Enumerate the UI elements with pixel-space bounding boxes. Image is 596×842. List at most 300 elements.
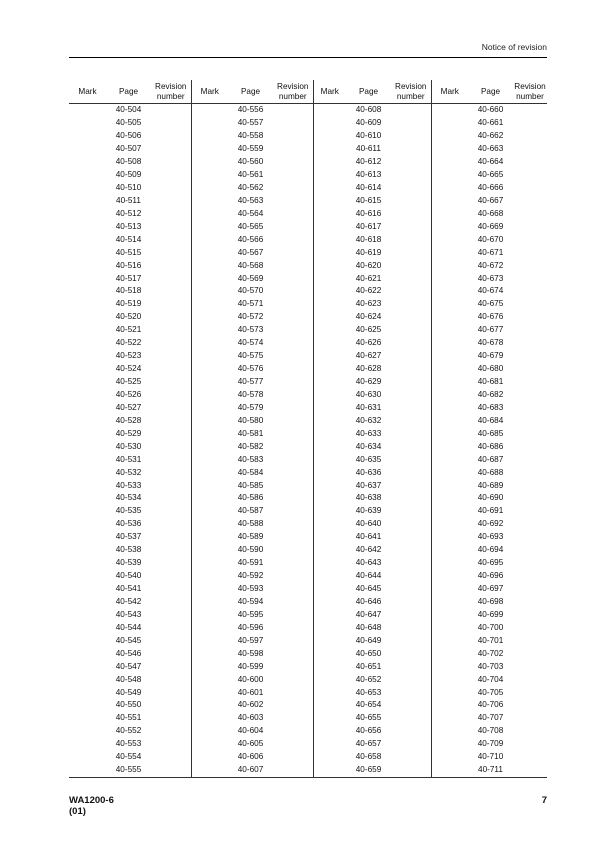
mark-cell — [191, 673, 228, 686]
page-cell: 40-559 — [237, 144, 264, 154]
revision-cell — [391, 673, 431, 686]
page-cell: 40-579 — [237, 402, 264, 412]
revision-cell — [151, 311, 191, 324]
mark-cell — [313, 350, 346, 363]
page-cell: 40-529 — [115, 428, 142, 438]
revision-cell — [151, 583, 191, 596]
revision-cell — [391, 220, 431, 233]
page-cell: 40-666 — [477, 182, 504, 192]
page-cell: 40-683 — [477, 402, 504, 412]
mark-cell — [431, 596, 468, 609]
revision-cell — [151, 725, 191, 738]
mark-cell — [69, 285, 106, 298]
page-cell: 40-611 — [356, 144, 381, 154]
mark-cell — [313, 673, 346, 686]
table-row — [69, 660, 547, 673]
revision-cell — [273, 427, 313, 440]
page-cell: 40-534 — [115, 493, 142, 503]
revision-cell — [391, 440, 431, 453]
mark-cell — [69, 492, 106, 505]
table-row — [69, 182, 547, 195]
page-cell: 40-608 — [355, 105, 382, 115]
mark-cell — [431, 738, 468, 751]
mark-cell — [313, 104, 346, 117]
table-row — [69, 233, 547, 246]
revision-cell — [391, 259, 431, 272]
revision-cell — [273, 518, 313, 531]
revision-cell — [513, 272, 547, 285]
page-cell: 40-616 — [355, 208, 382, 218]
revision-cell — [151, 259, 191, 272]
revision-cell — [273, 208, 313, 221]
table-row — [69, 169, 547, 182]
revision-cell — [391, 725, 431, 738]
mark-cell — [313, 738, 346, 751]
page-cell: 40-708 — [477, 726, 504, 736]
revision-cell — [513, 505, 547, 518]
page-cell: 40-568 — [237, 260, 264, 270]
revision-cell — [151, 195, 191, 208]
mark-cell — [313, 505, 346, 518]
page-cell: 40-588 — [237, 519, 264, 529]
revision-cell — [151, 220, 191, 233]
mark-cell — [313, 751, 346, 764]
revision-cell — [151, 660, 191, 673]
page-cell: 40-693 — [477, 532, 504, 542]
revision-cell — [391, 622, 431, 635]
page-cell: 40-605 — [237, 739, 264, 749]
table-row — [69, 376, 547, 389]
mark-cell — [313, 415, 346, 428]
mark-cell — [313, 117, 346, 130]
revision-cell — [273, 130, 313, 143]
mark-cell — [69, 389, 106, 402]
revision-cell — [391, 169, 431, 182]
revision-cell — [151, 376, 191, 389]
mark-cell — [431, 609, 468, 622]
mark-cell — [191, 363, 228, 376]
revision-cell — [391, 712, 431, 725]
mark-cell — [191, 699, 228, 712]
mark-cell — [69, 634, 106, 647]
revision-cell — [391, 233, 431, 246]
page-cell: 40-674 — [477, 286, 504, 296]
revision-cell — [513, 143, 547, 156]
page-cell: 40-610 — [355, 131, 382, 141]
mark-cell — [69, 725, 106, 738]
page-cell: 40-553 — [115, 739, 142, 749]
mark-cell — [69, 376, 106, 389]
mark-cell — [431, 104, 468, 117]
revision-cell — [273, 712, 313, 725]
page-number: 7 — [541, 795, 547, 806]
mark-cell — [431, 479, 468, 492]
mark-cell — [69, 466, 106, 479]
page-cell: 40-600 — [237, 674, 264, 684]
mark-cell — [69, 479, 106, 492]
page-cell: 40-576 — [237, 364, 264, 374]
page-cell: 40-671 — [477, 247, 504, 257]
mark-cell — [431, 350, 468, 363]
mark-cell — [431, 505, 468, 518]
revision-cell — [273, 647, 313, 660]
page-cell: 40-565 — [237, 221, 264, 231]
page-cell: 40-597 — [237, 635, 264, 645]
page-cell: 40-698 — [477, 596, 504, 606]
mark-cell — [69, 130, 106, 143]
revision-cell — [151, 130, 191, 143]
revision-table — [69, 80, 547, 778]
page-cell: 40-623 — [355, 299, 382, 309]
table-row — [69, 544, 547, 557]
page-cell: 40-702 — [477, 648, 504, 658]
page-cell: 40-649 — [355, 635, 382, 645]
page-cell: 40-656 — [355, 726, 382, 736]
table-row — [69, 324, 547, 337]
mark-cell — [431, 466, 468, 479]
revision-cell — [151, 686, 191, 699]
mark-cell — [431, 440, 468, 453]
mark-cell — [191, 259, 228, 272]
revision-cell — [273, 182, 313, 195]
col-header-page: Page — [346, 80, 391, 104]
page-cell: 40-627 — [355, 351, 382, 361]
page-cell: 40-650 — [355, 648, 382, 658]
revision-cell — [151, 337, 191, 350]
mark-cell — [431, 195, 468, 208]
page-cell: 40-692 — [477, 519, 504, 529]
revision-cell — [273, 402, 313, 415]
mark-cell — [431, 182, 468, 195]
mark-cell — [313, 324, 346, 337]
mark-cell — [431, 324, 468, 337]
mark-cell — [313, 337, 346, 350]
page-cell: 40-606 — [237, 752, 264, 762]
page-cell: 40-581 — [237, 428, 264, 438]
col-header-mark: Mark — [69, 80, 106, 104]
table-row — [69, 311, 547, 324]
page-cell: 40-604 — [237, 726, 264, 736]
revision-cell — [391, 505, 431, 518]
revision-cell — [391, 686, 431, 699]
page-cell: 40-504 — [115, 105, 142, 115]
page-cell: 40-591 — [237, 558, 264, 568]
mark-cell — [313, 143, 346, 156]
page-cell: 40-694 — [477, 545, 504, 555]
revision-cell — [273, 324, 313, 337]
page-cell: 40-645 — [355, 584, 382, 594]
page-cell: 40-651 — [355, 661, 382, 671]
page-cell: 40-687 — [477, 454, 504, 464]
mark-cell — [191, 738, 228, 751]
table-body — [69, 104, 547, 778]
mark-cell — [313, 259, 346, 272]
mark-cell — [431, 544, 468, 557]
revision-cell — [273, 505, 313, 518]
revision-cell — [273, 285, 313, 298]
page-cell: 40-681 — [477, 377, 504, 387]
revision-cell — [273, 272, 313, 285]
page-cell: 40-574 — [237, 338, 264, 348]
revision-cell — [273, 363, 313, 376]
mark-cell — [191, 634, 228, 647]
col-header-revision: Revision number — [151, 80, 191, 104]
revision-cell — [513, 220, 547, 233]
mark-cell — [313, 440, 346, 453]
revision-cell — [391, 570, 431, 583]
revision-cell — [391, 246, 431, 259]
mark-cell — [191, 660, 228, 673]
page-cell: 40-505 — [115, 118, 142, 128]
mark-cell — [431, 272, 468, 285]
mark-cell — [431, 531, 468, 544]
revision-cell — [391, 324, 431, 337]
mark-cell — [191, 337, 228, 350]
table-row — [69, 402, 547, 415]
page-cell: 40-590 — [237, 545, 264, 555]
page-cell: 40-521 — [115, 325, 142, 335]
page-cell: 40-621 — [355, 273, 382, 283]
page-cell: 40-594 — [237, 596, 264, 606]
mark-cell — [69, 544, 106, 557]
mark-cell — [313, 609, 346, 622]
table-row — [69, 298, 547, 311]
page-cell: 40-636 — [355, 467, 382, 477]
page-cell: 40-631 — [355, 402, 382, 412]
revision-cell — [151, 751, 191, 764]
page-cell: 40-632 — [355, 415, 382, 425]
page-cell: 40-689 — [477, 480, 504, 490]
mark-cell — [69, 195, 106, 208]
revision-cell — [391, 272, 431, 285]
mark-cell — [313, 479, 346, 492]
page-cell: 40-624 — [355, 312, 382, 322]
page-cell: 40-639 — [355, 506, 382, 516]
mark-cell — [313, 492, 346, 505]
mark-cell — [69, 311, 106, 324]
edition-number: (01) — [69, 806, 86, 817]
mark-cell — [69, 583, 106, 596]
page-cell: 40-544 — [115, 622, 142, 632]
mark-cell — [313, 660, 346, 673]
mark-cell — [313, 544, 346, 557]
revision-cell — [391, 479, 431, 492]
mark-cell — [313, 376, 346, 389]
table-row — [69, 208, 547, 221]
mark-cell — [69, 220, 106, 233]
mark-cell — [69, 350, 106, 363]
mark-cell — [69, 272, 106, 285]
revision-cell — [273, 104, 313, 117]
mark-cell — [313, 531, 346, 544]
mark-cell — [69, 609, 106, 622]
revision-cell — [391, 634, 431, 647]
revision-cell — [151, 298, 191, 311]
page-cell: 40-510 — [115, 182, 142, 192]
revision-cell — [391, 751, 431, 764]
mark-cell — [191, 415, 228, 428]
table-row — [69, 195, 547, 208]
revision-cell — [391, 699, 431, 712]
mark-cell — [313, 363, 346, 376]
mark-cell — [313, 686, 346, 699]
revision-cell — [513, 233, 547, 246]
page-cell: 40-566 — [237, 234, 264, 244]
revision-cell — [273, 350, 313, 363]
mark-cell — [69, 660, 106, 673]
table-row — [69, 686, 547, 699]
page-cell: 40-587 — [237, 506, 264, 516]
revision-cell — [273, 570, 313, 583]
revision-cell — [273, 259, 313, 272]
mark-cell — [191, 583, 228, 596]
page-cell: 40-647 — [355, 609, 382, 619]
revision-cell — [391, 738, 431, 751]
page-cell: 40-613 — [355, 170, 382, 180]
page-cell: 40-634 — [355, 441, 382, 451]
mark-cell — [431, 647, 468, 660]
page-cell: 40-629 — [355, 377, 382, 387]
revision-cell — [513, 544, 547, 557]
revision-cell — [151, 492, 191, 505]
mark-cell — [313, 298, 346, 311]
revision-cell — [513, 634, 547, 647]
page-cell: 40-563 — [237, 195, 264, 205]
mark-cell — [191, 246, 228, 259]
mark-cell — [313, 570, 346, 583]
table-row — [69, 699, 547, 712]
page-cell: 40-564 — [237, 208, 264, 218]
page-cell: 40-601 — [237, 687, 264, 697]
mark-cell — [313, 557, 346, 570]
page-cell: 40-526 — [115, 389, 142, 399]
page-cell: 40-609 — [355, 118, 382, 128]
revision-cell — [513, 609, 547, 622]
table-row — [69, 337, 547, 350]
table-row — [69, 647, 547, 660]
page-cell: 40-652 — [355, 674, 382, 684]
revision-cell — [391, 195, 431, 208]
mark-cell — [431, 699, 468, 712]
mark-cell — [313, 699, 346, 712]
revision-cell — [391, 402, 431, 415]
revision-cell — [513, 389, 547, 402]
mark-cell — [313, 427, 346, 440]
mark-cell — [191, 492, 228, 505]
table-row — [69, 505, 547, 518]
mark-cell — [69, 570, 106, 583]
page-cell: 40-696 — [477, 571, 504, 581]
revision-cell — [513, 622, 547, 635]
page-cell: 40-678 — [477, 338, 504, 348]
page-cell: 40-663 — [477, 144, 504, 154]
page-cell: 40-640 — [355, 519, 382, 529]
revision-cell — [391, 208, 431, 221]
revision-cell — [151, 518, 191, 531]
mark-cell — [313, 195, 346, 208]
revision-cell — [273, 169, 313, 182]
revision-cell — [391, 531, 431, 544]
revision-cell — [513, 466, 547, 479]
page-cell: 40-593 — [237, 584, 264, 594]
mark-cell — [313, 622, 346, 635]
revision-cell — [273, 376, 313, 389]
revision-cell — [391, 557, 431, 570]
page-cell: 40-686 — [477, 441, 504, 451]
mark-cell — [191, 311, 228, 324]
page-cell: 40-706 — [477, 700, 504, 710]
page-cell: 40-667 — [477, 195, 504, 205]
mark-cell — [313, 233, 346, 246]
revision-cell — [273, 609, 313, 622]
revision-cell — [273, 634, 313, 647]
mark-cell — [313, 311, 346, 324]
mark-cell — [69, 596, 106, 609]
revision-cell — [151, 389, 191, 402]
table-row — [69, 764, 547, 777]
revision-cell — [513, 738, 547, 751]
page-cell: 40-561 — [237, 170, 264, 180]
mark-cell — [69, 712, 106, 725]
mark-cell — [191, 130, 228, 143]
revision-cell — [391, 647, 431, 660]
revision-cell — [513, 169, 547, 182]
mark-cell — [191, 208, 228, 221]
revision-cell — [151, 440, 191, 453]
revision-cell — [513, 208, 547, 221]
page-cell: 40-586 — [237, 493, 264, 503]
page-cell: 40-542 — [115, 596, 142, 606]
page-cell: 40-536 — [115, 519, 142, 529]
revision-cell — [151, 117, 191, 130]
mark-cell — [431, 259, 468, 272]
mark-cell — [191, 570, 228, 583]
page-cell: 40-661 — [477, 118, 504, 128]
revision-cell — [513, 479, 547, 492]
page-cell: 40-657 — [355, 739, 382, 749]
revision-cell — [273, 751, 313, 764]
revision-cell — [151, 570, 191, 583]
revision-cell — [391, 427, 431, 440]
mark-cell — [313, 453, 346, 466]
revision-cell — [513, 686, 547, 699]
page-cell: 40-685 — [477, 428, 504, 438]
mark-cell — [313, 220, 346, 233]
revision-cell — [151, 466, 191, 479]
mark-cell — [191, 350, 228, 363]
mark-cell — [69, 440, 106, 453]
mark-cell — [191, 466, 228, 479]
page-cell: 40-549 — [115, 687, 142, 697]
mark-cell — [313, 169, 346, 182]
col-header-revision: Revision number — [391, 80, 431, 104]
page-cell: 40-660 — [477, 105, 504, 115]
mark-cell — [191, 712, 228, 725]
mark-cell — [431, 712, 468, 725]
mark-cell — [431, 246, 468, 259]
mark-cell — [69, 764, 106, 777]
mark-cell — [431, 492, 468, 505]
mark-cell — [69, 647, 106, 660]
revision-cell — [391, 609, 431, 622]
table-row — [69, 246, 547, 259]
page-cell: 40-602 — [237, 700, 264, 710]
page-cell: 40-669 — [477, 221, 504, 231]
page-cell: 40-676 — [477, 312, 504, 322]
page-cell: 40-672 — [477, 260, 504, 270]
mark-cell — [69, 738, 106, 751]
page-cell: 40-551 — [115, 713, 142, 723]
